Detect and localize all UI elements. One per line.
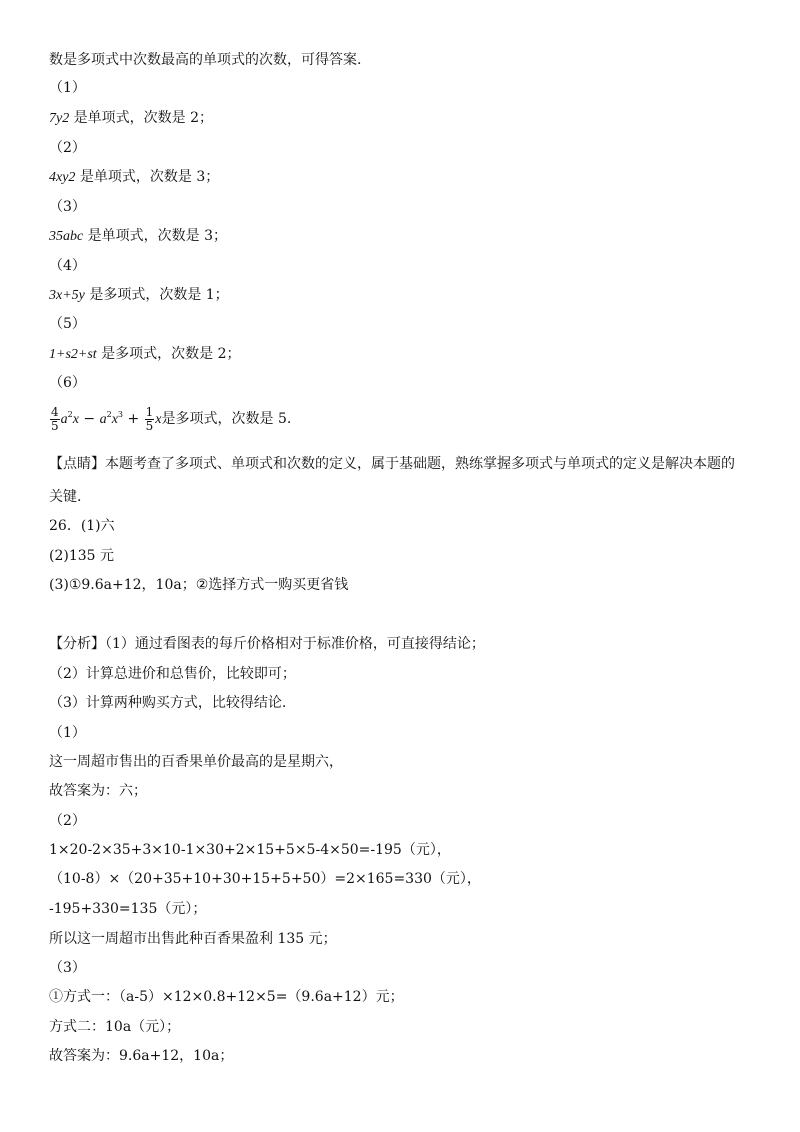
analysis-line: （3）计算两种购买方式，比较得结论. xyxy=(49,695,287,711)
analysis-line: （2）计算总进价和总售价，比较即可； xyxy=(49,666,296,682)
item-text: 是单项式，次数是 3； xyxy=(79,169,220,185)
item-line xyxy=(49,108,213,129)
solution-line: 这一周超市售出的百香果单价最高的是星期六， xyxy=(49,754,343,770)
item-number: （6） xyxy=(49,375,86,391)
solution-line: 所以这一周超市出售此种百香果盈利 135 元； xyxy=(49,931,337,947)
item-text: 是多项式，次数是 2； xyxy=(101,346,241,362)
solution-line: （3） xyxy=(49,960,86,976)
solution-line: -195+330=135（元）； xyxy=(49,901,207,917)
analysis-line: 【分析】（1）通过看图表的每斤价格相对于标准价格，可直接得结论； xyxy=(49,636,485,652)
answer-line: 26．(1)六 xyxy=(49,518,115,534)
item-line xyxy=(49,167,219,188)
item-number: （3） xyxy=(49,199,86,215)
item-text: 是单项式，次数是 2； xyxy=(73,110,214,126)
expression: 35abc xyxy=(49,229,84,244)
solution-line: 故答案为：六； xyxy=(49,783,147,799)
item-line xyxy=(49,226,227,247)
solution-line: 方式二：10a（元）； xyxy=(49,1019,181,1035)
answer-line: (3)①9.6a+12，10a；②选择方式一购买更省钱 xyxy=(49,577,349,593)
formula: $\frac{4}{5}$ $a^2x - a^2x^3$ + $\frac{1}{5}$ x xyxy=(51,404,162,433)
item-number: （1） xyxy=(49,80,86,96)
item-text: 是多项式，次数是 5. xyxy=(161,411,292,427)
solution-line: 故答案为：9.6a+12，10a； xyxy=(49,1048,234,1064)
solution-line: ①方式一：（a-5）×12×0.8+12×5=（9.6a+12）元； xyxy=(49,989,404,1005)
item-text: 是多项式，次数是 1； xyxy=(89,287,229,303)
answer-line: (2)135 元 xyxy=(49,548,115,564)
item-number: （2） xyxy=(49,140,86,156)
expression: 1+s2+st xyxy=(49,347,97,362)
item-text: 是单项式，次数是 3； xyxy=(87,228,228,244)
comment-line: 关键. xyxy=(49,489,82,505)
item-line-formula xyxy=(49,404,291,435)
solution-line: （2） xyxy=(49,813,86,829)
expression: 3x+5y xyxy=(49,288,85,303)
item-line xyxy=(49,344,241,365)
item-line xyxy=(49,285,229,306)
expression: 7y2 xyxy=(49,111,70,126)
item-number: （5） xyxy=(49,316,86,332)
comment-line: 【点睛】本题考查了多项式、单项式和次数的定义，属于基础题，熟练掌握多项式与单项式的定义是解决本题的 xyxy=(49,456,735,472)
item-number: （4） xyxy=(49,258,86,274)
expression: 4xy2 xyxy=(49,170,76,185)
solution-line: 1×20-2×35+3×10-1×30+2×15+5×5-4×50=-195（元）， xyxy=(49,842,451,858)
intro-line: 数是多项式中次数最高的单项式的次数，可得答案. xyxy=(49,52,362,68)
solution-line: （1） xyxy=(49,725,86,741)
solution-line: （10-8）×（20+35+10+30+15+5+50）=2×165=330（元）， xyxy=(49,871,481,887)
